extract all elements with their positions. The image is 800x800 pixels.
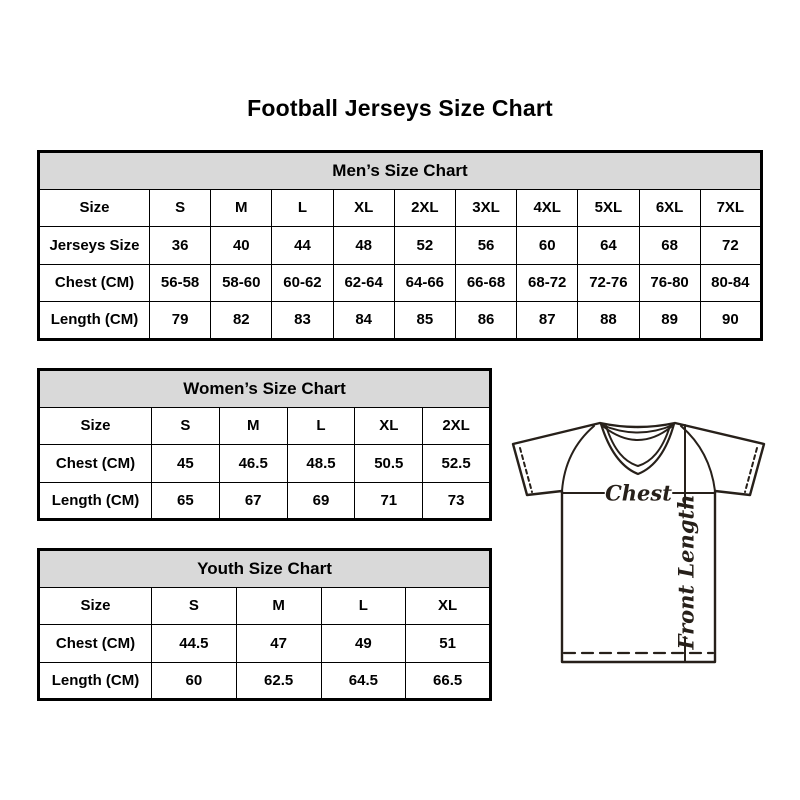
left-armhole-seam <box>562 426 594 491</box>
table-cell: 64.5 <box>321 662 406 700</box>
left-cuff-dashed-line <box>520 448 532 492</box>
jersey-outline <box>513 423 764 662</box>
right-armhole-seam <box>681 426 715 491</box>
table-cell: 73 <box>423 482 491 520</box>
table-cell: 50.5 <box>355 445 423 483</box>
table-row <box>39 264 762 302</box>
table-cell: 66-68 <box>455 264 516 302</box>
table-cell: 60-62 <box>272 264 333 302</box>
table-cell: 64-66 <box>394 264 455 302</box>
table-cell: 80-84 <box>700 264 761 302</box>
table-row <box>39 227 762 265</box>
front-length-label: Front Length <box>673 494 699 650</box>
table-cell: 3XL <box>455 189 516 227</box>
row-label: Size <box>39 189 150 227</box>
table-cell: 46.5 <box>219 445 287 483</box>
table-cell: 58-60 <box>211 264 272 302</box>
table-cell: 84 <box>333 302 394 340</box>
jersey-measurement-diagram <box>505 413 775 673</box>
table-row <box>39 302 762 340</box>
youth-size-table <box>37 548 492 701</box>
table-cell: XL <box>406 587 491 625</box>
table-cell: 60 <box>517 227 578 265</box>
jersey-diagram-svg <box>505 413 775 673</box>
table-row <box>39 407 491 445</box>
table-cell: 62-64 <box>333 264 394 302</box>
table-cell: XL <box>333 189 394 227</box>
table-cell: 48.5 <box>287 445 355 483</box>
table-cell: 52 <box>394 227 455 265</box>
table-cell: 45 <box>152 445 220 483</box>
table-cell: M <box>236 587 321 625</box>
table-cell: 48 <box>333 227 394 265</box>
table-cell: 56-58 <box>150 264 211 302</box>
row-label: Jerseys Size <box>39 227 150 265</box>
mens-table-header-row <box>39 152 762 190</box>
right-cuff-dashed-line <box>745 448 757 492</box>
table-cell: 76-80 <box>639 264 700 302</box>
table-cell: 7XL <box>700 189 761 227</box>
table-cell: S <box>152 587 237 625</box>
table-cell: 67 <box>219 482 287 520</box>
table-cell: S <box>150 189 211 227</box>
page-title: Football Jerseys Size Chart <box>247 95 553 121</box>
row-label: Size <box>39 407 152 445</box>
table-row <box>39 587 491 625</box>
table-row <box>39 189 762 227</box>
row-label: Length (CM) <box>39 662 152 700</box>
row-label: Chest (CM) <box>39 625 152 663</box>
mens-size-table <box>37 150 763 341</box>
table-cell: 62.5 <box>236 662 321 700</box>
table-cell: M <box>219 407 287 445</box>
table-cell: 44 <box>272 227 333 265</box>
table-row <box>39 445 491 483</box>
table-cell: 56 <box>455 227 516 265</box>
table-cell: 51 <box>406 625 491 663</box>
table-row <box>39 482 491 520</box>
chest-label: Chest <box>605 480 672 506</box>
table-cell: 47 <box>236 625 321 663</box>
table-cell: 4XL <box>517 189 578 227</box>
table-cell: 6XL <box>639 189 700 227</box>
row-label: Length (CM) <box>39 482 152 520</box>
table-cell: 85 <box>394 302 455 340</box>
womens-table-header-row <box>39 370 491 408</box>
row-label: Chest (CM) <box>39 264 150 302</box>
mens-table-title: Men’s Size Chart <box>39 152 762 190</box>
table-cell: 49 <box>321 625 406 663</box>
table-cell: S <box>152 407 220 445</box>
table-row <box>39 625 491 663</box>
table-cell: 5XL <box>578 189 639 227</box>
table-cell: M <box>211 189 272 227</box>
row-label: Chest (CM) <box>39 445 152 483</box>
table-cell: 88 <box>578 302 639 340</box>
row-label: Length (CM) <box>39 302 150 340</box>
table-cell: 82 <box>211 302 272 340</box>
table-cell: 36 <box>150 227 211 265</box>
womens-size-table <box>37 368 492 521</box>
table-cell: 87 <box>517 302 578 340</box>
table-cell: 68-72 <box>517 264 578 302</box>
table-cell: 44.5 <box>152 625 237 663</box>
table-cell: 89 <box>639 302 700 340</box>
table-cell: 71 <box>355 482 423 520</box>
table-cell: 69 <box>287 482 355 520</box>
table-cell: 65 <box>152 482 220 520</box>
table-cell: 83 <box>272 302 333 340</box>
table-cell: 90 <box>700 302 761 340</box>
table-cell: 64 <box>578 227 639 265</box>
table-cell: L <box>287 407 355 445</box>
youth-table-header-row <box>39 550 491 588</box>
table-cell: 66.5 <box>406 662 491 700</box>
table-cell: L <box>321 587 406 625</box>
table-cell: 2XL <box>423 407 491 445</box>
row-label: Size <box>39 587 152 625</box>
table-cell: 72 <box>700 227 761 265</box>
table-cell: 68 <box>639 227 700 265</box>
table-cell: 52.5 <box>423 445 491 483</box>
table-cell: 79 <box>150 302 211 340</box>
table-cell: 86 <box>455 302 516 340</box>
womens-table-title: Women’s Size Chart <box>39 370 491 408</box>
table-cell: L <box>272 189 333 227</box>
table-cell: 2XL <box>394 189 455 227</box>
table-cell: 72-76 <box>578 264 639 302</box>
table-cell: 60 <box>152 662 237 700</box>
table-cell: 40 <box>211 227 272 265</box>
table-cell: XL <box>355 407 423 445</box>
youth-table-title: Youth Size Chart <box>39 550 491 588</box>
table-row <box>39 662 491 700</box>
